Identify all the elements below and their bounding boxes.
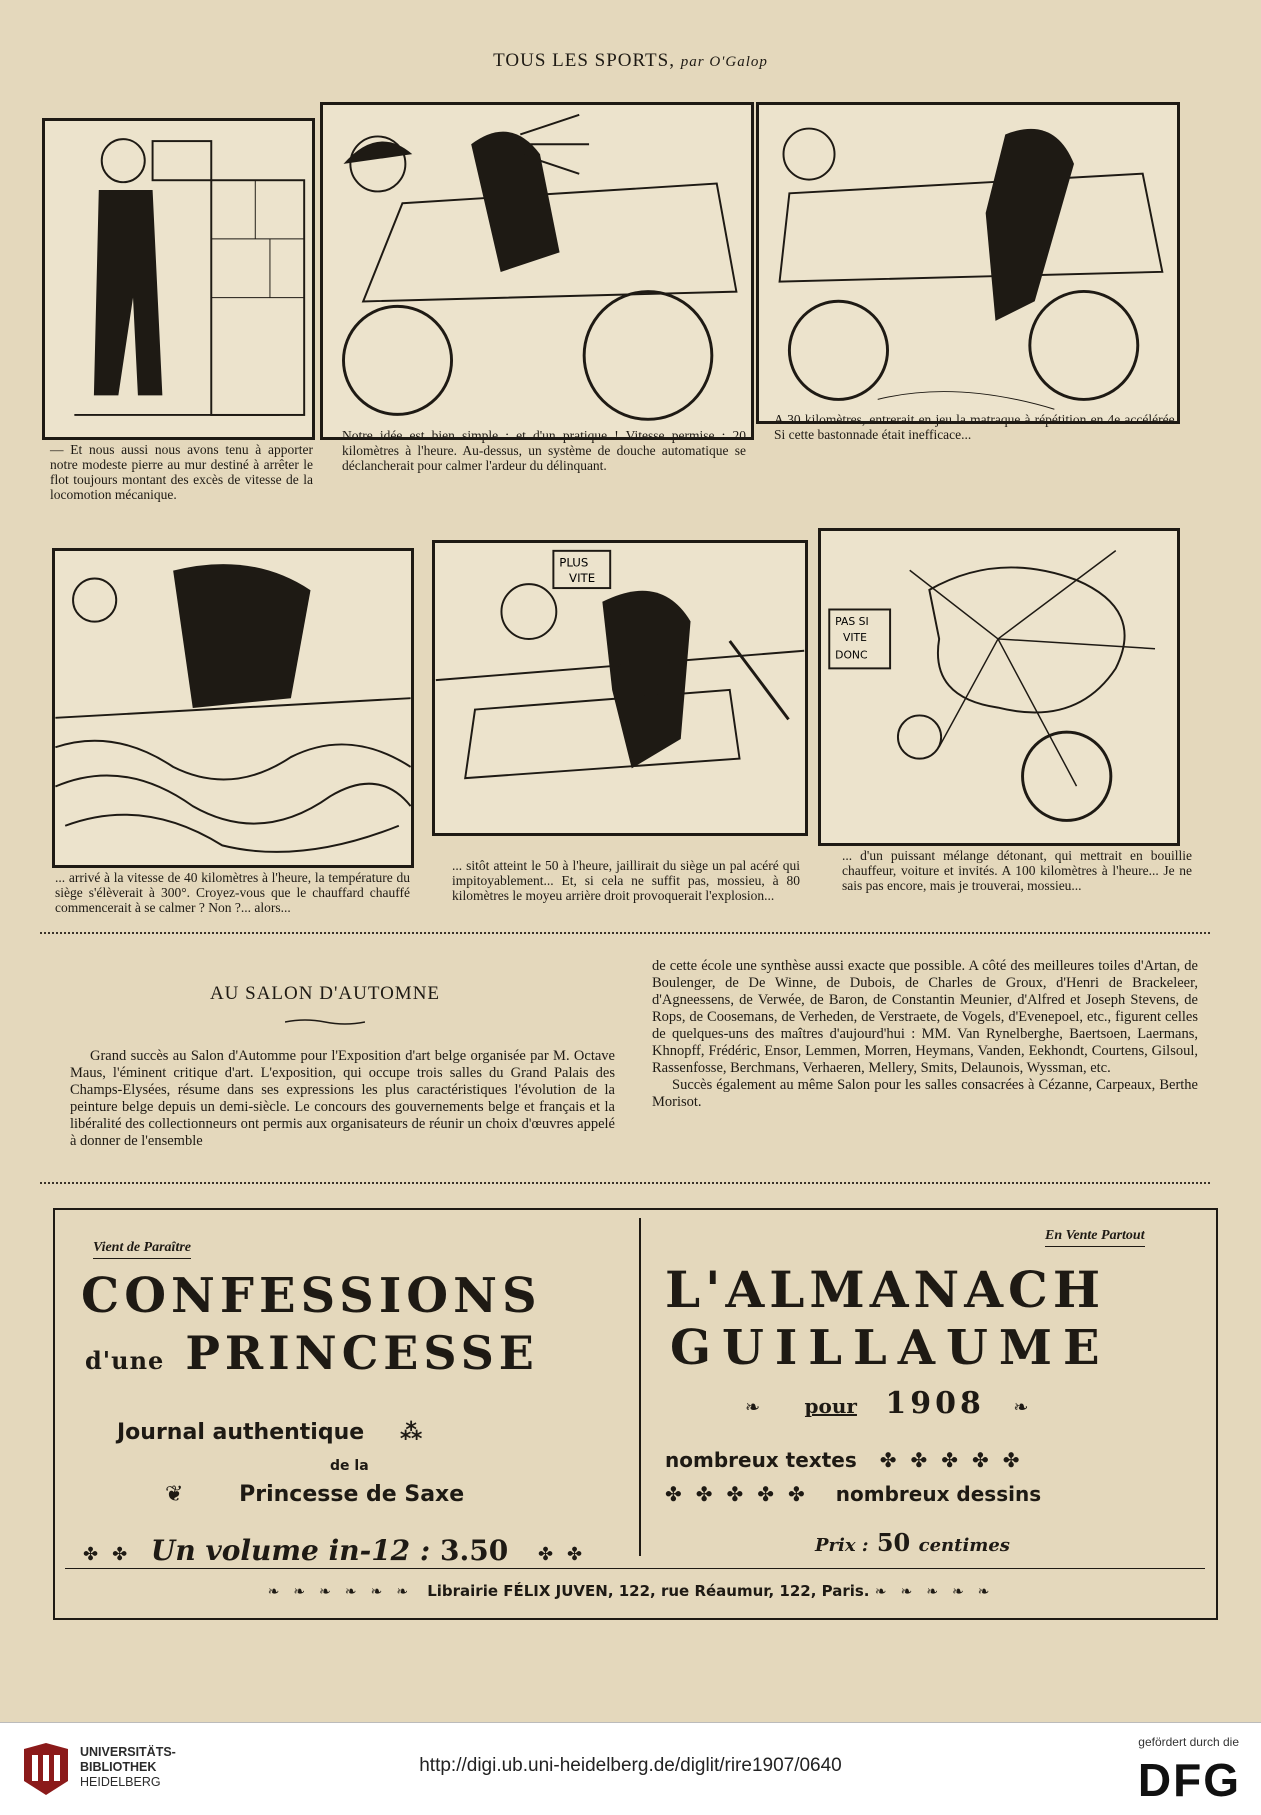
ad-left-price-line [83,1534,596,1567]
page-header [0,50,1261,72]
library-name-line-2: BIBLIOTHEK [80,1760,157,1774]
ad-left-tag: Vient de Paraître [93,1240,191,1259]
ornament-icon: ✤✤ [83,1544,142,1565]
comic-panel-5 [432,540,808,836]
ornament-icon: ❧❧❧❧❧❧ [267,1584,422,1600]
ad-right-line-1-text: nombreux textes [665,1448,857,1472]
comic-panel-2 [320,102,754,440]
sign-text-vite2: VITE [843,630,867,644]
comic-author: par O'Galop [680,54,768,70]
ad-left-price: 3.50 [440,1534,509,1567]
ad-left-title-2 [85,1326,539,1380]
sign-text-donc: DONC [835,648,868,662]
man-with-stone-icon [45,121,312,437]
ad-left-line-1 [117,1420,436,1445]
funded-by-text: gefördert durch die [1138,1735,1239,1749]
ad-right-tag: En Vente Partout [1045,1228,1145,1247]
ornament-icon: ❧ [745,1397,775,1418]
section-divider-top [40,932,1210,934]
ornament-icon: ❦ [165,1482,198,1507]
article-column-right-text: de cette école une synthèse aussi exacte que possible. A côté des meilleures toiles d'Artan, de Boulenger, de De Winne, de Dubois, de Charles de Groux, d'Henri de Brackeleer, d'Agneessens, de Verwée, de Baron, de Constantin Meunier, d'Alfred et Joseph Stevens, de Rops, de Coosemans, de Verheden, de Verstraete, de Vogels, d'Evenepoel, etc., figurent celles de quelques-uns des maîtres d'aujourd'hui : MM. Van Rynelberghe, Baertsoen, Laermans, Khnopff, Frédéric, Ensor, Lemmen, Morren, Heymans, Vanden, Eekhondt, Courtens, Gilsoul, Rassenfosse, Berchmans, Verhaeren, Mellery, Smits, Delaunois, Wyssman, etc. [652,958,1198,1076]
comic-panel-1 [42,118,315,440]
ad-left-title-prefix: d'une [85,1346,165,1375]
ad-right-title: L'ALMANACH [665,1260,1106,1319]
ad-left-title-princesse: PRINCESSE [185,1326,539,1380]
car-spike-icon [435,543,805,833]
document-url-link[interactable]: http://digi.ub.uni-heidelberg.de/diglit/rire1907/0640 [419,1755,842,1776]
ad-right-price-label: Prix : [815,1535,869,1556]
comic-caption-4: ... arrivé à la vitesse de 40 kilomètres à l'heure, la température du siège s'élèverait à 300°. Croyez-vous que le chauffard chauffé commencerait à se calmer ? Non ?... alors... [55,870,410,915]
sign-text-plus: PLUS [559,555,589,570]
ad-right-price-unit: centimes [918,1535,1010,1556]
ad-publisher-line [55,1582,1216,1600]
ad-right-title-2: GUILLAUME [670,1320,1111,1376]
ad-right-line-1 [665,1448,1033,1472]
ad-left-title: CONFESSIONS [81,1268,542,1324]
ad-publisher-text: Librairie FÉLIX JUVEN, 122, rue Réaumur, 122, Paris. [427,1582,870,1600]
article-column-right [652,958,1198,1111]
ornament-icon: ✤✤ [537,1544,597,1565]
ad-left-line-3-text: Princesse de Saxe [239,1482,465,1507]
ad-right-pour: pour [804,1394,857,1418]
ad-left-line-3 [165,1482,464,1507]
comic-caption-3: A 30 kilomètres, entrerait en jeu la matraque à répétition en 4e accélérée. Si cette bastonnade était inefficace... [774,412,1178,442]
ad-right-price: 50 [876,1528,911,1557]
library-name-line-1: UNIVERSITÄTS- [80,1745,176,1759]
digital-library-footer [0,1722,1261,1815]
section-divider-bottom [40,1182,1210,1184]
comic-title: TOUS LES SPORTS, [493,50,675,71]
ad-bottom-rule [65,1568,1205,1569]
ad-left-line-1-text: Journal authentique [117,1420,365,1445]
ornament-icon: ✤✤✤✤✤ [665,1482,819,1506]
comic-caption-6: ... d'un puissant mélange détonant, qui mettrait en bouillie chauffeur, voiture et invités. A 100 kilomètres à l'heure... Je ne sais pas encore, mais je trouverai, mossieu... [842,848,1192,893]
comic-panel-3 [756,102,1180,424]
ad-right-line-2 [665,1482,1041,1506]
comic-panel-4 [52,548,414,868]
article-title: AU SALON D'AUTOMNE [209,983,441,1004]
advertisement-box [53,1208,1218,1620]
comic-caption-5: ... sitôt atteint le 50 à l'heure, jaillirait du siège un pal acéré qui impitoyablement... Et, si cela ne suffit pas, mossieu, à 80 kilomètres le moyeu arrière droit provoquerait l'explosion... [452,858,800,903]
comic-caption-2: Notre idée est bien simple : et d'un pratique ! Vitesse permise : 20 kilomètres à l'heure. Au-dessus, un système de douche automatique se déclancherait pour calmer l'ardeur du délinquant. [342,428,746,473]
ad-left-price-label: Un volume in-12 : [150,1534,431,1567]
car-speed-icon [55,551,411,865]
ornament-icon: ❧❧❧❧❧ [874,1584,1004,1600]
ad-right-price-line [815,1528,1010,1557]
ad-right-year: 1908 [885,1386,985,1421]
ornament-icon: ⁂ [399,1420,437,1445]
car-explosion-icon [821,531,1177,843]
ad-right-line-2-text: nombreux dessins [835,1482,1042,1506]
comic-caption-1: — Et nous aussi nous avons tenu à apporter notre modeste pierre au mur destiné à arrêter le flot toujours montant des excès de vitesse de la locomotion mécanique. [50,442,313,502]
car-club-icon [759,105,1177,421]
sign-text-pas-si: PAS SI [835,615,869,629]
ad-left-line-2: de la [330,1458,369,1474]
ad-right-year-line [745,1386,1042,1421]
article-column-left: Grand succès au Salon d'Automme pour l'Exposition d'art belge organisée par M. Octave Maus, l'éminent critique d'art. L'exposition, qui occupe trois salles du Grand Palais des Champs-Elysées, résume dans ses expressions les plus caractéristiques l'évolution de la peinture belge depuis un demi-siècle. Le concours des gouvernements belge et français et la libéralité des collectionneurs ont permis aux organisateurs de réunir un choix d'œuvres appelé à donner de l'ensemble [70,1048,615,1149]
ornament-icon: ✤✤✤✤✤ [879,1448,1034,1472]
article-column-right-end: Succès également au même Salon pour les salles consacrées à Cézanne, Carpeaux, Berthe Morisot. [652,1077,1198,1110]
comic-panel-6 [818,528,1180,846]
sign-text-vite: VITE [569,571,596,586]
car-shower-icon [323,105,751,437]
advertisement-divider [639,1218,641,1556]
ornament-icon: ❧ [1013,1397,1043,1418]
dfg-logo: DFG [1137,1754,1241,1806]
title-flourish-icon [285,1018,365,1026]
library-name-line-3: HEIDELBERG [80,1775,161,1789]
